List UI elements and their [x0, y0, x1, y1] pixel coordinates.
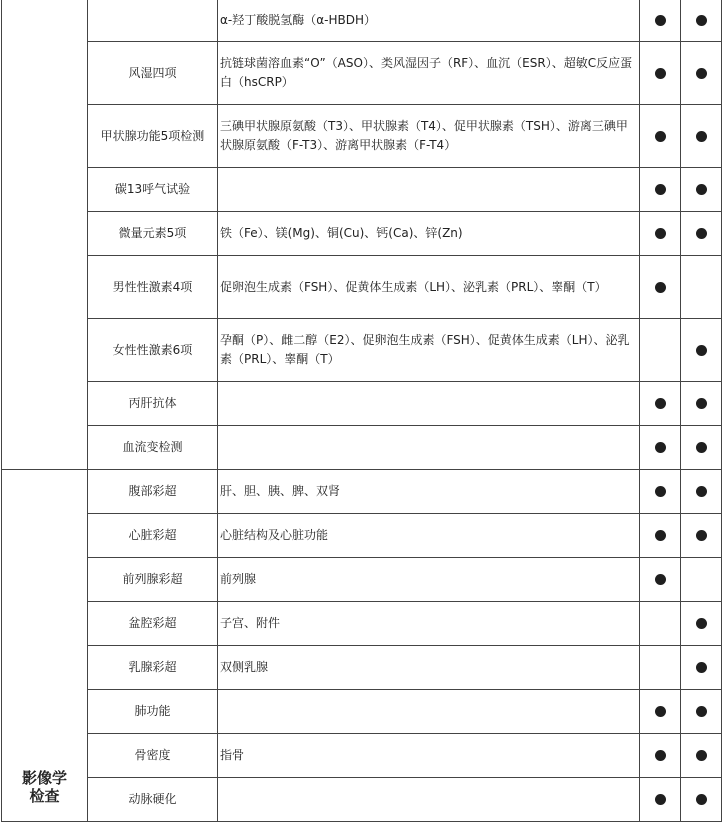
dot-icon: [655, 574, 666, 585]
dot-icon: [696, 486, 707, 497]
male-mark: [640, 0, 681, 42]
male-mark: [640, 256, 681, 319]
female-mark: [681, 42, 722, 105]
dot-icon: [696, 228, 707, 239]
item-description: 抗链球菌溶血素“O”（ASO）、类风湿因子（RF）、血沉（ESR）、超敏C反应蛋白（hsCRP）: [218, 42, 640, 105]
dot-icon: [696, 750, 707, 761]
dot-icon: [696, 68, 707, 79]
table-row: [2, 382, 722, 426]
item-description: 双侧乳腺: [218, 646, 640, 690]
male-mark: [640, 426, 681, 470]
item-description: [218, 778, 640, 822]
female-mark: [681, 690, 722, 734]
category-imaging: [2, 470, 88, 822]
male-mark: [640, 558, 681, 602]
male-mark: [640, 778, 681, 822]
item-name: 碳13呼气试验: [88, 168, 218, 212]
dot-icon: [655, 228, 666, 239]
female-mark: [681, 105, 722, 168]
table-row: [2, 319, 722, 382]
item-name: 骨密度: [88, 734, 218, 778]
dot-icon: [655, 442, 666, 453]
male-mark: [640, 734, 681, 778]
dot-icon: [655, 794, 666, 805]
category-lab-tests: [2, 0, 88, 470]
item-description: [218, 690, 640, 734]
dot-icon: [696, 15, 707, 26]
dot-icon: [696, 131, 707, 142]
male-mark: [640, 168, 681, 212]
dot-icon: [696, 184, 707, 195]
item-description: [218, 426, 640, 470]
table-row: [2, 212, 722, 256]
dot-icon: [696, 442, 707, 453]
female-mark: [681, 778, 722, 822]
dot-icon: [655, 68, 666, 79]
dot-icon: [696, 345, 707, 356]
table-row: [2, 602, 722, 646]
item-description: 指骨: [218, 734, 640, 778]
table-row: [2, 778, 722, 822]
dot-icon: [655, 530, 666, 541]
item-name: 前列腺彩超: [88, 558, 218, 602]
item-name: 盆腔彩超: [88, 602, 218, 646]
male-mark: [640, 212, 681, 256]
dot-icon: [655, 706, 666, 717]
dot-icon: [696, 530, 707, 541]
dot-icon: [696, 662, 707, 673]
female-mark: [681, 212, 722, 256]
dot-icon: [655, 398, 666, 409]
female-mark: [681, 319, 722, 382]
dot-icon: [696, 794, 707, 805]
item-description: 促卵泡生成素（FSH）、促黄体生成素（LH）、泌乳素（PRL）、睾酮（T）: [218, 256, 640, 319]
male-mark: [640, 319, 681, 382]
table-row: [2, 256, 722, 319]
item-name: 心脏彩超: [88, 514, 218, 558]
table-row: [2, 105, 722, 168]
dot-icon: [696, 618, 707, 629]
item-name: 血流变检测: [88, 426, 218, 470]
item-description: 肝、胆、胰、脾、双肾: [218, 470, 640, 514]
item-name: 乳腺彩超: [88, 646, 218, 690]
dot-icon: [655, 131, 666, 142]
item-name: 丙肝抗体: [88, 382, 218, 426]
male-mark: [640, 690, 681, 734]
female-mark: [681, 0, 722, 42]
female-mark: [681, 514, 722, 558]
table-row: [2, 646, 722, 690]
dot-icon: [655, 15, 666, 26]
item-name: 甲状腺功能5项检测: [88, 105, 218, 168]
male-mark: [640, 646, 681, 690]
exam-items-table: [1, 0, 722, 822]
table-row: [2, 426, 722, 470]
item-name: 动脉硬化: [88, 778, 218, 822]
category-label-line1: 影像学: [21, 769, 67, 787]
table-row: [2, 514, 722, 558]
male-mark: [640, 382, 681, 426]
dot-icon: [655, 184, 666, 195]
item-description: 铁（Fe）、镁(Mg)、铜(Cu)、钙(Ca)、锌(Zn): [218, 212, 640, 256]
item-description: 子宫、附件: [218, 602, 640, 646]
male-mark: [640, 42, 681, 105]
category-label-line2: 检查: [29, 787, 60, 805]
table-row: [2, 690, 722, 734]
item-name: 腹部彩超: [88, 470, 218, 514]
item-name: 微量元素5项: [88, 212, 218, 256]
item-description: 三碘甲状腺原氨酸（T3）、甲状腺素（T4）、促甲状腺素（TSH）、游离三碘甲状腺原氨酸（F-T3）、游离甲状腺素（F-T4）: [218, 105, 640, 168]
male-mark: [640, 105, 681, 168]
table-row: [2, 734, 722, 778]
male-mark: [640, 602, 681, 646]
item-name: [88, 0, 218, 42]
item-description: [218, 382, 640, 426]
item-description: 孕酮（P）、雌二醇（E2）、促卵泡生成素（FSH）、促黄体生成素（LH）、泌乳素（PRL）、睾酮（T）: [218, 319, 640, 382]
item-name: 肺功能: [88, 690, 218, 734]
item-name: 女性性激素6项: [88, 319, 218, 382]
female-mark: [681, 168, 722, 212]
dot-icon: [655, 750, 666, 761]
female-mark: [681, 470, 722, 514]
item-description: 心脏结构及心脏功能: [218, 514, 640, 558]
table-row: [2, 558, 722, 602]
female-mark: [681, 426, 722, 470]
dot-icon: [655, 282, 666, 293]
female-mark: [681, 646, 722, 690]
female-mark: [681, 602, 722, 646]
dot-icon: [696, 706, 707, 717]
male-mark: [640, 470, 681, 514]
table-row: [2, 470, 722, 514]
female-mark: [681, 256, 722, 319]
dot-icon: [696, 398, 707, 409]
table-row: [2, 0, 722, 42]
female-mark: [681, 734, 722, 778]
table-row: [2, 42, 722, 105]
item-description: 前列腺: [218, 558, 640, 602]
item-description: α-羟丁酸脱氢酶（α-HBDH）: [218, 0, 640, 42]
item-description: [218, 168, 640, 212]
table-row: [2, 168, 722, 212]
dot-icon: [655, 486, 666, 497]
male-mark: [640, 514, 681, 558]
female-mark: [681, 382, 722, 426]
item-name: 风湿四项: [88, 42, 218, 105]
item-name: 男性性激素4项: [88, 256, 218, 319]
female-mark: [681, 558, 722, 602]
